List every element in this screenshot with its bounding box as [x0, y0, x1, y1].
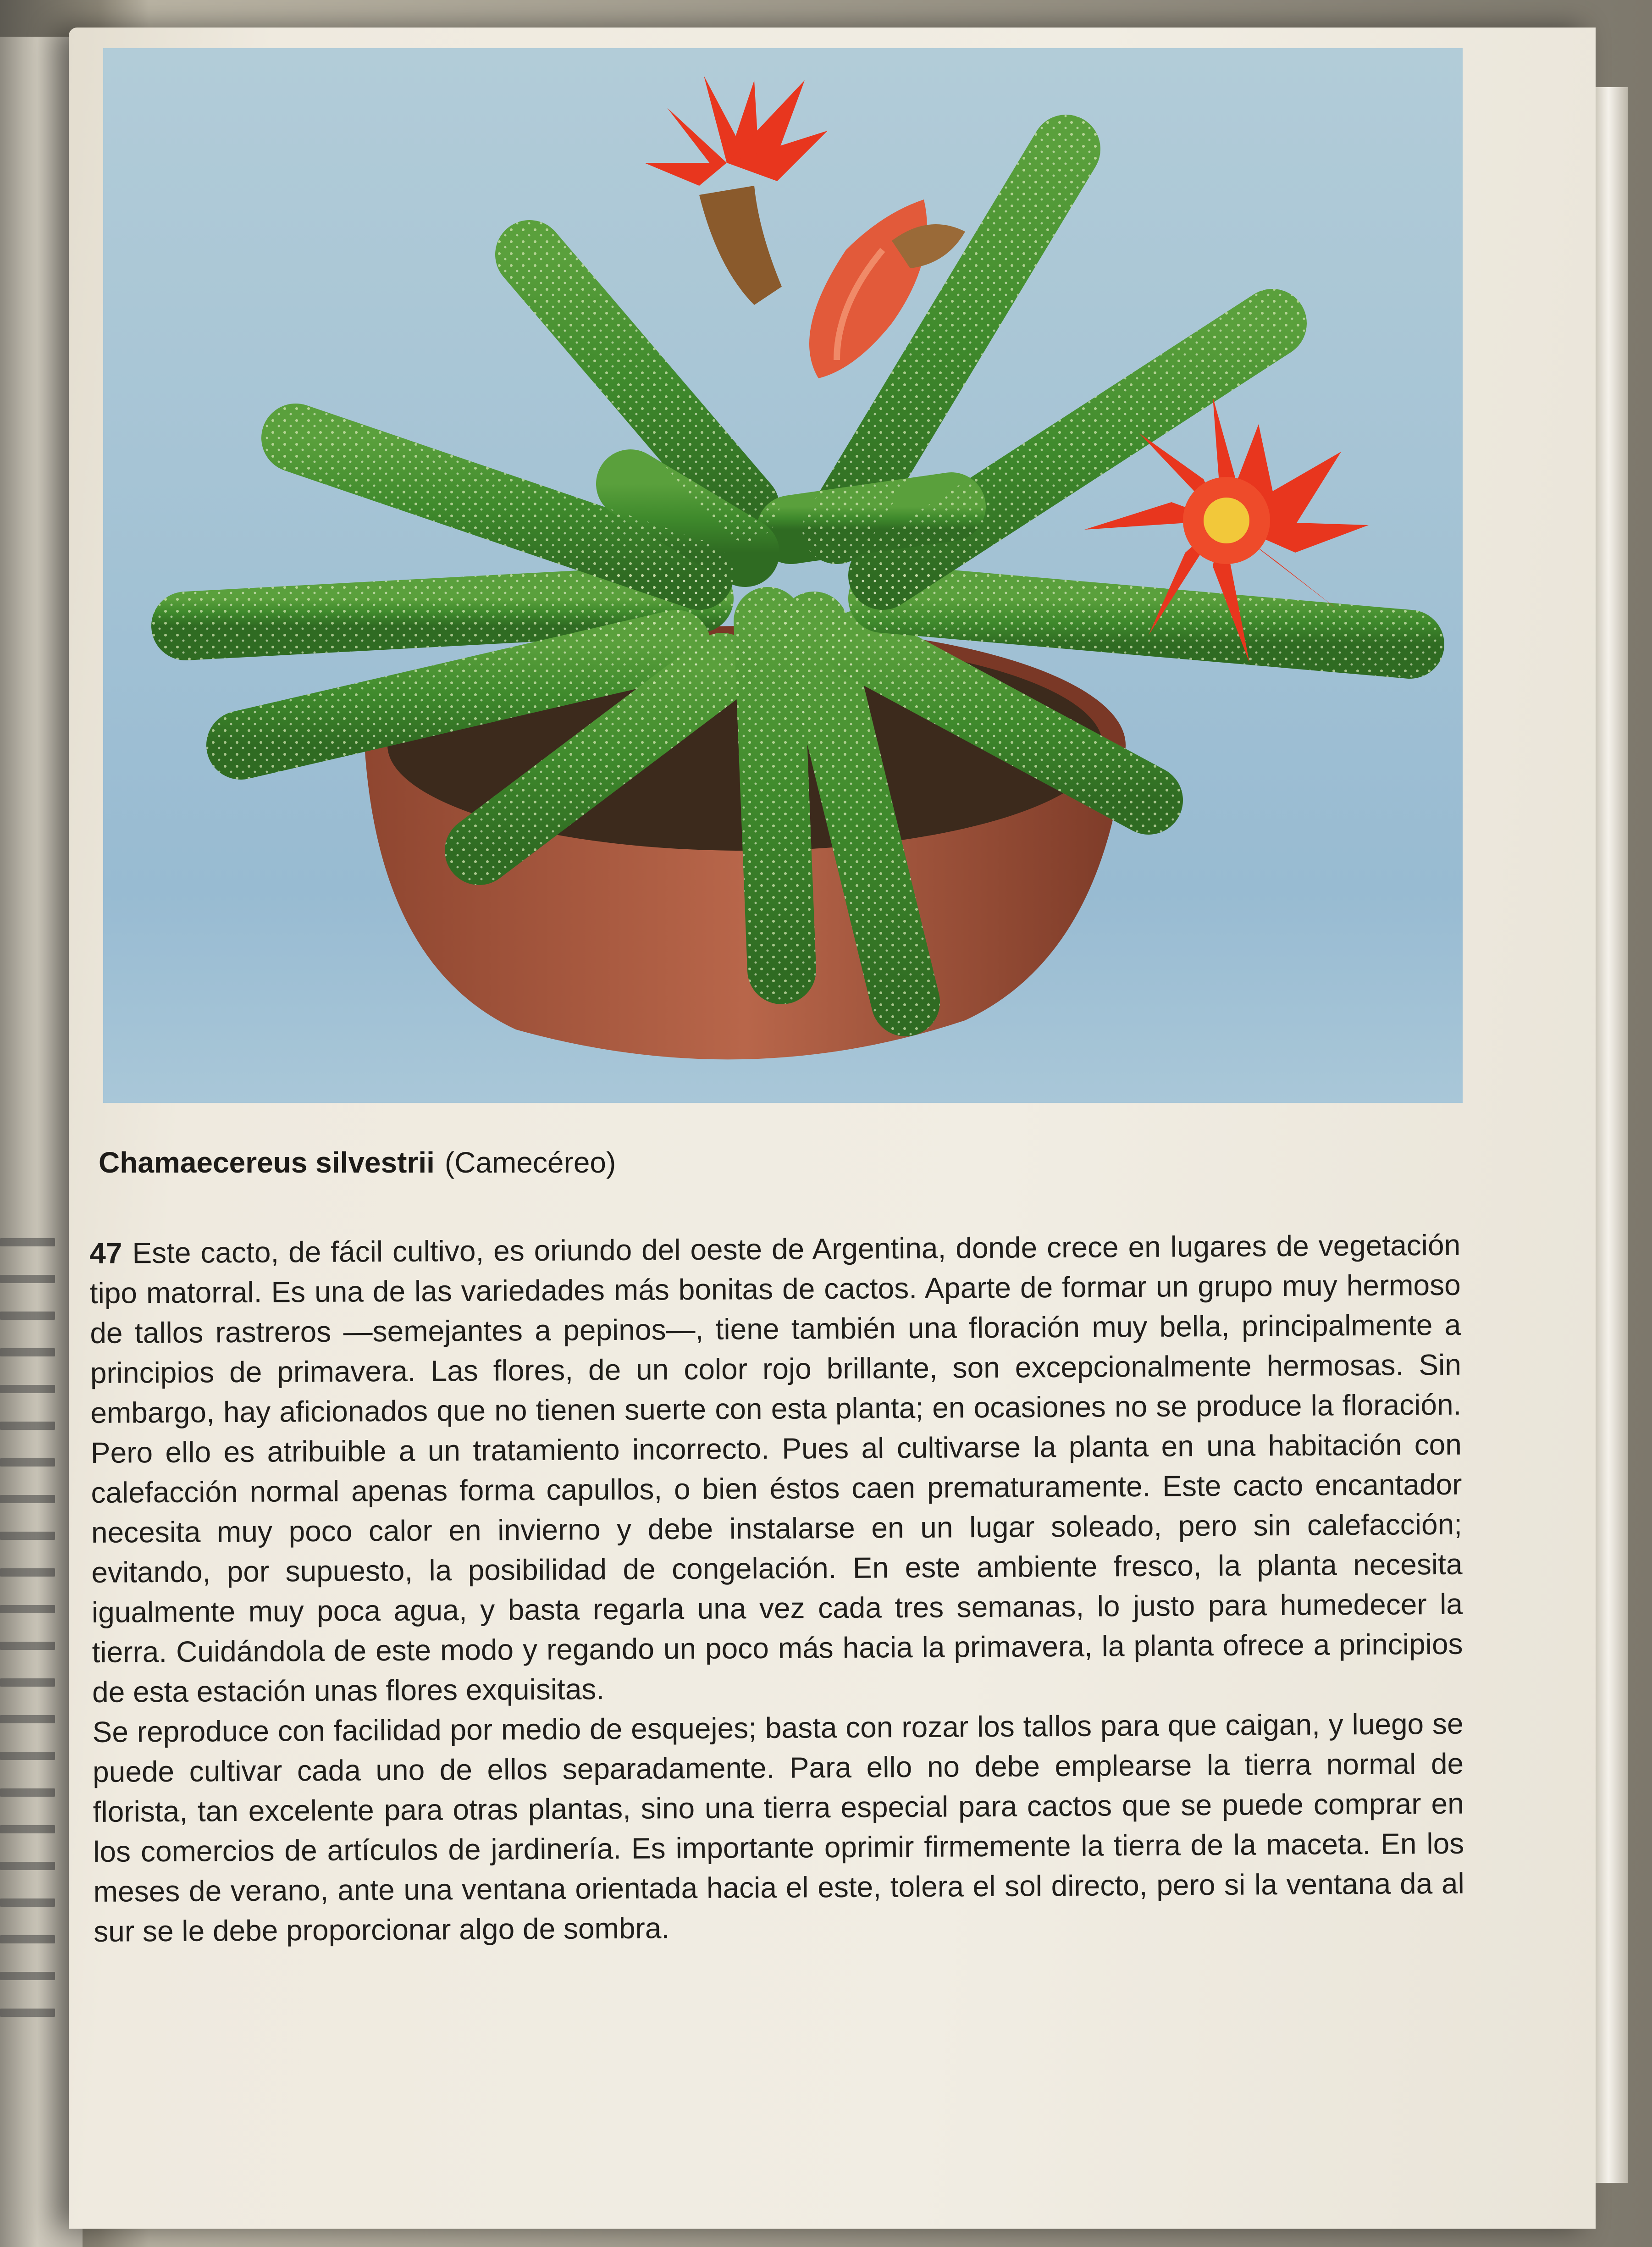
paragraph-1 — [89, 1225, 1463, 1712]
entry-number: 47 — [89, 1236, 122, 1270]
paragraph-2: Se reproduce con facilidad por medio de esquejes; basta con rozar los tallos para que caigan, y luego se puede cultivar cada uno de ellos separadamente. Para ello no debe emplearse la tierra normal de florista, tan excelente para otras plantas, sino una tierra especial para cactos que se puede comprar en los comercios de artículos de jardinería. Es importante oprimir firmemente la tierra de la maceta. En los meses de verano, ante una ventana orientada hacia el este, tolera el sol directo, pero si la ventana da al sur se le debe proporcionar algo de sombra. — [92, 1707, 1464, 1948]
page-stack-edge — [1596, 87, 1628, 2183]
article-body — [89, 1225, 1465, 1952]
scientific-name: Chamaecereus silvestrii — [99, 1146, 435, 1179]
open-flower-top-left — [644, 76, 828, 305]
figure-caption — [99, 1146, 616, 1179]
paragraph-1-text: Este cacto, de fácil cultivo, es oriundo del oeste de Argentina, donde crece en lugares de vegetación tipo matorral. Es una de las variedades más bonitas de cactos. Aparte de formar un grupo muy hermoso de tallos rastreros —semejantes a pepinos—, tiene también una floración muy bella, principalmente a principios de primavera. Las flores, de un color rojo brillante, son excepcionalmente hermosas. Sin embargo, hay aficionados que no tienen suerte con esta planta; en ocasiones no se produce la floración. Pero ello es atribuible a un tratamiento incorrecto. Pues al cultivarse la planta en una habitación con calefacción normal apenas forma capullos, o bien éstos caen prematuramente. Este cacto encantador necesita muy poco calor en invierno y debe instalarse en un lugar soleado, pero sin calefacción; evitando, por supuesto, la posibilidad de congelación. En este ambiente fresco, la planta necesita igualmente muy poca agua, y basta regarla una vez cada tres semanas, lo justo para humedecer la tierra. Cuidándola de este modo y regando un poco más hacia la primavera, la planta ofrece a principios de esta estación unas flores exquisitas. — [89, 1228, 1463, 1709]
common-name: (Camecéreo) — [444, 1146, 616, 1179]
cactus-photo — [103, 48, 1463, 1103]
